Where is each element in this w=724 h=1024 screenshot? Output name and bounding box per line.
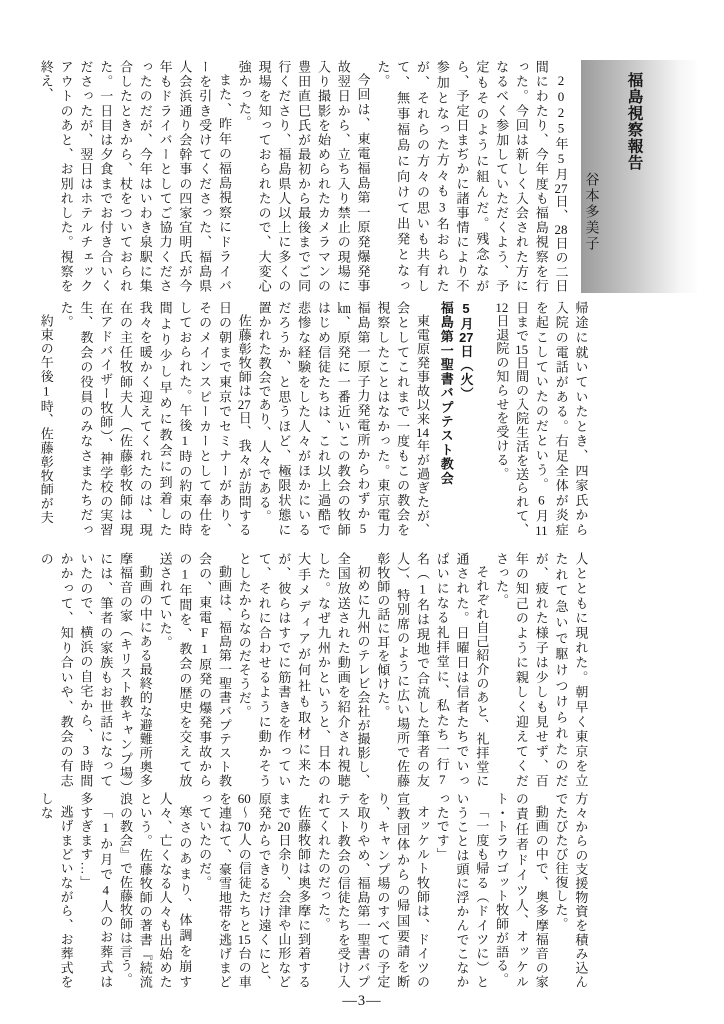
- paragraph: 約束の午後1時、佐藤彰牧師が夫: [38, 314, 54, 525]
- paragraph: 東電原発事故以来14年が過ぎたが、会としてこれまで一度もこの教会を視察したことはなかった。東京電力福島第一原子力発電所からわずか5㎞、原発に一番近いこの教会の牧師はじめ信徒たちは、これ以上過酷で悲惨な経験をした人々がほかにいるだろうか、と思うほど、極限状態に置かれた教会であり、人々である。: [256, 301, 430, 537]
- paragraph: 佐藤彰牧師は27日、我々が訪問する日の朝まで東京でセミナーがあり、そのメインスピーカーとして奉仕をしておられた。午後1時の約束の時間より少し早めに教会に到着した我々を暖かく迎えてくれたのは、現在の主任牧師夫人（佐藤彰牧師は現在アドバイザー牧師）、神学校の実習生、教会の役員のみなさまたちだった。: [58, 301, 252, 537]
- section-heading-date: 5月27日（火）: [458, 301, 474, 402]
- paragraph-continuation: 方々からの支援物資を積み込んでたびたび往復した。: [553, 792, 589, 989]
- report-title: 福島視察報告: [625, 72, 643, 171]
- paragraph-continuation: 人とともに現れた。朝早く東京を立たれて急いで駆けつけられたのだが、疲れた様子は少しも見せず、百年の知己のように親しく迎えてくださった。: [494, 552, 589, 788]
- section-intro: [36, 60, 697, 293]
- page-number: ―3―: [342, 993, 382, 1009]
- paragraph: 佐藤牧師は奥多摩に到着するまで20日余り、会津や山形など原発からできるだけ遠くにと、60〜70人の信徒たちと15台の車を連ねて、豪雪地帯を逃げまどっていたのだ。: [197, 792, 312, 989]
- paragraph: 今回は、東電福島第一原発爆発事故翌日から、立ち入り禁止の現場に入り撮影を始められたカメラマンの豊田直巳氏が最初から最後までご同行くださり、福島県人以上に多くの現場を知っておられたので、大変心強かった。: [236, 60, 371, 293]
- vertical-text-flow-3: [36, 552, 590, 788]
- vertical-text-flow-4: [36, 792, 590, 989]
- section-heading-title: 福島第一聖書バプテスト教会: [438, 301, 454, 486]
- vertical-text-flow-1: [36, 60, 571, 293]
- paragraph: それぞれ自己紹介のあと、礼拝堂に通された。日曜日は信者たちでいっぱいになる礼拝堂に、私たち一行7名（1名は現地で合流した筆者の友人）、特別席のように広い場所で佐藤彰牧師の話に耳を傾けた。: [375, 552, 490, 788]
- paragraph: オッケルト牧師は、ドイツの宣教団体からの帰国要請を断り、キャンプ場のすべての予定を取りやめ、福島第一聖書バプテスト教会の信徒たちを受け入れてくれたのだった。: [315, 792, 430, 989]
- paragraph: 逃げまどいながら、お葬式をしな: [38, 792, 74, 989]
- paragraph-continuation: 帰途に就いていたとき、四家氏から入院の電話がある。右足全体が炎症を起こしていたのだという。6月11日まで15日間の入院生活を送られて、12日退院の知らせを受ける。: [494, 301, 589, 538]
- paragraph-quote: 「一度も帰る（ドイツに）ということは頭に浮かんでこなかったです」: [434, 792, 490, 989]
- vertical-text-flow-2: [36, 301, 591, 537]
- section-may27-church: [36, 301, 697, 537]
- report-author: 谷本多美子: [583, 172, 599, 252]
- title-block: [581, 60, 697, 293]
- paragraph: 2025年5月27日、28日の二日間にわたり、今年度も福島視察を行った。今回は新しく入会された方になるべく参加していただくよう、予定もそのように組んだ。残念ながら、予定日まぢかに諸事情により不参加となった方々も3名おられたが、それらの方々の思いも共有して、無事福島に向けて出発となった。: [375, 60, 569, 293]
- paragraph: 寒さのあまり、体調を崩す人々、亡くなる人々も出始めたという。佐藤牧師の著書『続流浪の教会』で佐藤牧師は言う。: [117, 792, 193, 989]
- title-block-inner: [581, 60, 689, 293]
- section-okutama: [36, 792, 697, 989]
- paragraph-quote: 「1か月で4人のお葬式は多すぎます…」: [78, 792, 114, 990]
- paragraph: 初めに九州のテレビ会社が撮影し、全国放送された動画を紹介され視聴した。なぜ九州かというと、日本の大手メディアが何社も取材に来たが、彼らはすでに筋書きを作っていて、それに合わせるように動かそうとしたからなのだそうだ。: [236, 552, 371, 788]
- paragraph: 動画は、福島第一聖書バプテスト教会の、東電F1原発の爆発事故からの1年間を、教会の歴史を交えて放送されていた。: [157, 552, 232, 788]
- section-video: [36, 552, 697, 788]
- paragraph: 動画の中で、奥多摩福音の家の責任者ドイツ人、オッケルト・トラウゴット牧師が語る。: [494, 792, 549, 989]
- paragraph: 動画の中にある最終的な避難所奥多摩福音の家（キリスト教キャンプ場）には、筆者の家族もお世話になっていたので、横浜の自宅から、3時間かかって、知り合いや、教会の有志の: [38, 552, 153, 788]
- paragraph: また、昨年の福島視察にドライバーを引き受けてくださった、福島県人会浜通り会幹事の四家宜明氏が今年もドライバーとしてご協力くださったのだが、今年はいわき泉駅に集合したときから、杖をついておられた。一日目は夕食までお付き合いくださったが、翌日はホテルチェックアウトのあと、お別れした。視察を終え、: [38, 60, 232, 293]
